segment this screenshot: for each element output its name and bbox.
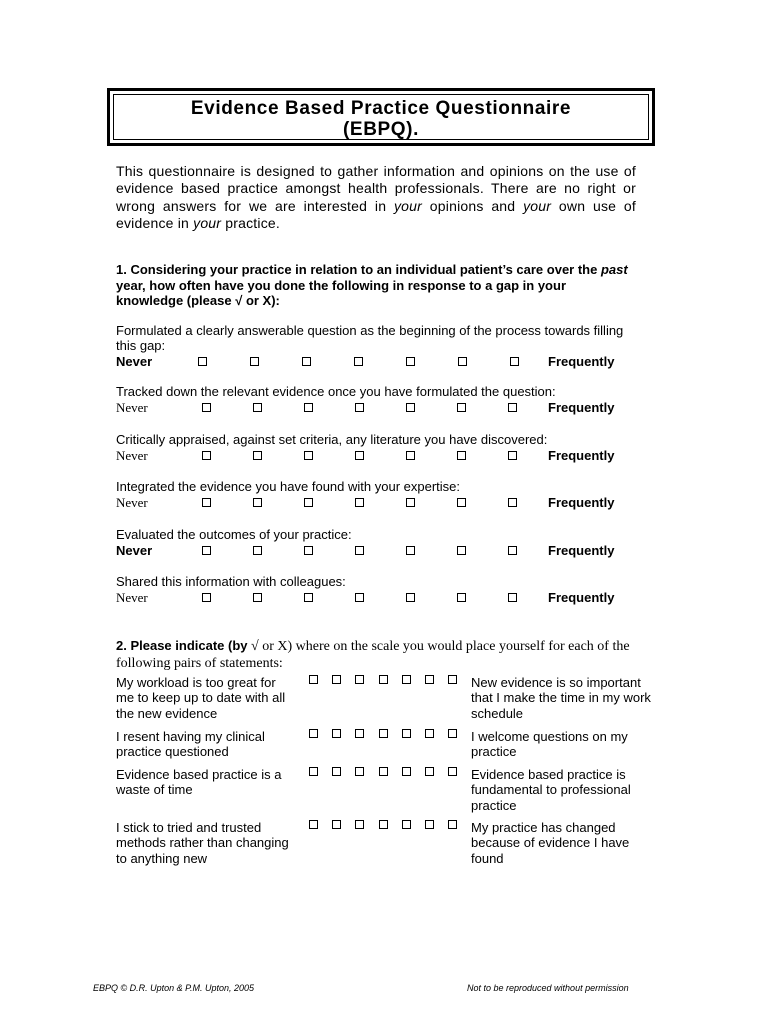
scale-high-label: Frequently [548,354,615,369]
scale-low-label: Never [116,400,148,415]
scale-checkbox[interactable] [406,451,415,460]
pair-checkbox[interactable] [425,675,434,684]
scale-checkbox[interactable] [508,593,517,602]
pair-checkbox[interactable] [332,729,341,738]
scale-checkbox[interactable] [406,403,415,412]
frequency-scale [116,400,636,416]
pair-checkbox[interactable] [402,729,411,738]
q1-heading-segment: year, how often have you done the following in response to a gap in your knowledge (please √ or X): [116,277,566,308]
scale-high-label: Frequently [548,400,615,415]
pair-checkbox[interactable] [309,820,318,829]
scale-checkbox[interactable] [354,357,363,366]
frequency-scale [116,495,636,511]
footer-copyright: EBPQ © D.R. Upton & P.M. Upton, 2005 [93,983,255,993]
question-2-rest: √ or X) where on the scale you would place yourself for each of the following pairs of statements: [116,639,630,671]
pair-checkbox[interactable] [309,729,318,738]
scale-checkbox[interactable] [253,593,262,602]
title-line-1: Evidence Based Practice Questionnaire [190,98,572,119]
scale-low-label: Never [116,495,148,510]
frequency-item-text: Tracked down the relevant evidence once you have formulated the question: [116,384,556,399]
scale-checkbox[interactable] [202,403,211,412]
scale-checkbox[interactable] [458,357,467,366]
title-box [107,88,655,146]
document-title [113,94,649,140]
scale-checkbox[interactable] [355,403,364,412]
scale-checkbox[interactable] [250,357,259,366]
pair-checkbox[interactable] [425,729,434,738]
scale-checkbox[interactable] [406,498,415,507]
pair-checkbox[interactable] [309,675,318,684]
pair-scale [309,767,469,779]
question-2-heading [116,638,636,672]
scale-checkbox[interactable] [508,498,517,507]
statement-right: New evidence is so important that I make the time in my work schedule [471,675,651,721]
scale-checkbox[interactable] [508,546,517,555]
frequency-item [116,323,636,369]
pair-checkbox[interactable] [332,675,341,684]
scale-high-label: Frequently [548,590,615,605]
intro-segment: opinions and [422,197,524,214]
q1-heading-segment: past [600,262,628,277]
pair-checkbox[interactable] [355,820,364,829]
scale-checkbox[interactable] [406,593,415,602]
pair-checkbox[interactable] [448,820,457,829]
q1-heading-segment: 1. Considering your practice in relation to an individual patient’s care over the [116,262,601,277]
scale-checkbox[interactable] [355,498,364,507]
frequency-item-text: Integrated the evidence you have found with your expertise: [116,479,460,494]
scale-checkbox[interactable] [406,546,415,555]
scale-high-label: Frequently [548,495,615,510]
scale-checkbox[interactable] [406,357,415,366]
scale-checkbox[interactable] [457,593,466,602]
frequency-item [116,432,636,463]
scale-checkbox[interactable] [508,403,517,412]
pair-checkbox[interactable] [332,820,341,829]
question-1-heading [116,262,636,309]
scale-checkbox[interactable] [253,498,262,507]
pair-checkbox[interactable] [379,675,388,684]
scale-checkbox[interactable] [304,498,313,507]
question-2-lead: 2. Please indicate (by [116,638,248,653]
pair-checkbox[interactable] [448,675,457,684]
statement-left: My workload is too great for me to keep up to date with all the new evidence [116,675,286,721]
statement-left: I resent having my clinical practice questioned [116,729,265,760]
scale-checkbox[interactable] [198,357,207,366]
pair-checkbox[interactable] [309,767,318,776]
scale-low-label: Never [116,354,153,369]
pair-checkbox[interactable] [402,767,411,776]
scale-checkbox[interactable] [253,451,262,460]
scale-checkbox[interactable] [304,546,313,555]
frequency-item-text: Critically appraised, against set criteria, any literature you have discovered: [116,432,548,447]
statement-right: Evidence based practice is fundamental to professional practice [471,767,631,813]
pair-checkbox[interactable] [402,675,411,684]
pair-scale [309,675,469,687]
frequency-scale [116,448,636,464]
scale-checkbox[interactable] [304,403,313,412]
pair-checkbox[interactable] [379,729,388,738]
intro-segment: practice. [221,214,280,231]
scale-checkbox[interactable] [202,593,211,602]
intro-segment: your [193,214,222,231]
scale-checkbox[interactable] [304,451,313,460]
pair-checkbox[interactable] [355,729,364,738]
scale-checkbox[interactable] [202,546,211,555]
scale-checkbox[interactable] [355,546,364,555]
pair-checkbox[interactable] [355,675,364,684]
scale-low-label: Never [116,448,148,463]
statement-right: I welcome questions on my practice [471,729,628,760]
frequency-scale [116,543,636,559]
scale-checkbox[interactable] [302,357,311,366]
scale-high-label: Frequently [548,543,615,558]
scale-low-label: Never [116,590,148,605]
scale-low-label: Never [116,543,153,558]
pair-checkbox[interactable] [448,767,457,776]
scale-checkbox[interactable] [508,451,517,460]
scale-checkbox[interactable] [202,498,211,507]
pair-checkbox[interactable] [355,767,364,776]
scale-checkbox[interactable] [457,546,466,555]
pair-checkbox[interactable] [425,820,434,829]
intro-segment: your [523,197,552,214]
pair-checkbox[interactable] [332,767,341,776]
intro-segment: your [393,197,423,214]
scale-checkbox[interactable] [304,593,313,602]
intro-segment: This questionnaire is designed to gather information and opinions on the use of evidence based practice amongst health professionals. There are no right or wrong answers for we are interested in [116,163,636,214]
frequency-item-text: Formulated a clearly answerable question as the beginning of the process towards filling this gap: [116,323,624,353]
title-line-2: (EBPQ). [343,119,419,140]
intro-segment: own use of evidence in [116,197,636,231]
frequency-item [116,384,636,415]
scale-checkbox[interactable] [457,403,466,412]
scale-checkbox[interactable] [510,357,519,366]
pair-scale [309,729,469,741]
statement-right: My practice has changed because of evidence I have found [471,820,630,866]
scale-checkbox[interactable] [202,451,211,460]
scale-checkbox[interactable] [457,498,466,507]
scale-checkbox[interactable] [253,403,262,412]
intro-paragraph [116,163,636,232]
frequency-item-text: Evaluated the outcomes of your practice: [116,527,352,542]
pair-checkbox[interactable] [379,820,388,829]
scale-checkbox[interactable] [355,451,364,460]
pair-checkbox[interactable] [402,820,411,829]
frequency-item-text: Shared this information with colleagues: [116,574,346,589]
scale-checkbox[interactable] [457,451,466,460]
pair-checkbox[interactable] [448,729,457,738]
frequency-scale [116,354,636,370]
scale-checkbox[interactable] [355,593,364,602]
pair-scale [309,820,469,832]
frequency-item [116,479,636,510]
scale-high-label: Frequently [548,448,615,463]
statement-left: I stick to tried and trusted methods rather than changing to anything new [116,820,289,866]
pair-checkbox[interactable] [379,767,388,776]
statement-left: Evidence based practice is a waste of time [116,767,282,798]
pair-checkbox[interactable] [425,767,434,776]
frequency-item [116,527,636,558]
scale-checkbox[interactable] [253,546,262,555]
frequency-item [116,574,636,605]
footer-notice: Not to be reproduced without permission [467,983,629,993]
frequency-scale [116,590,636,606]
